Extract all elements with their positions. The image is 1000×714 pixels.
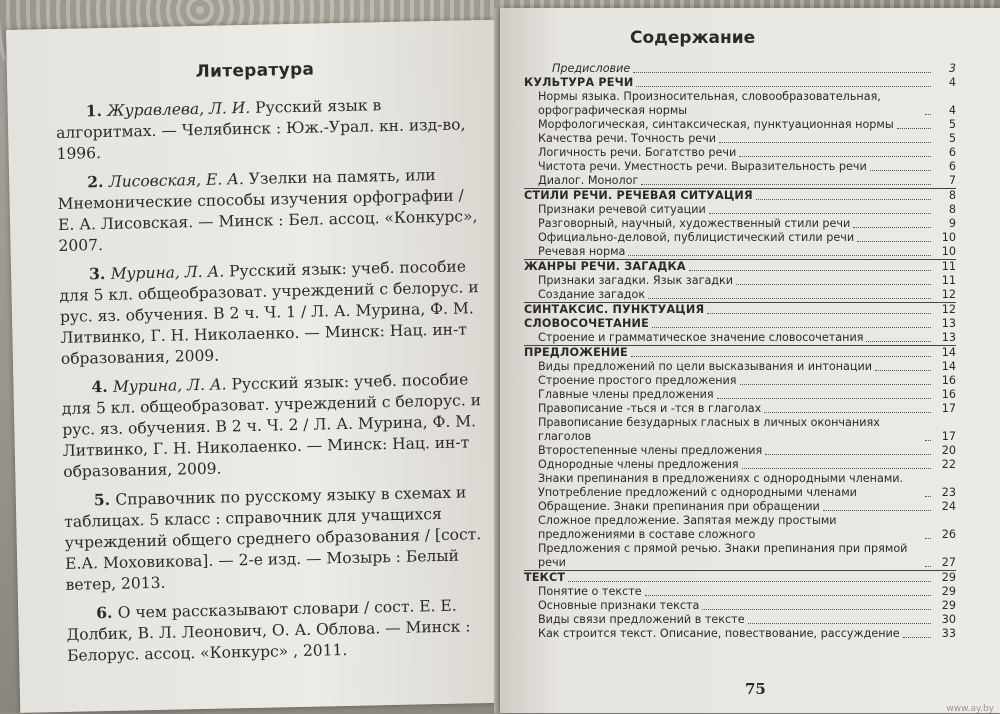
toc-entry — [524, 331, 956, 345]
literature-title: Литература — [195, 59, 315, 83]
toc-leader-dots — [853, 227, 931, 228]
reference-item — [66, 594, 487, 667]
toc-entry-title: СТИЛИ РЕЧИ. РЕЧЕВАЯ СИТУАЦИЯ — [524, 189, 753, 202]
toc-page-number: 20 — [941, 444, 956, 457]
toc-section — [524, 302, 956, 317]
reference-number: 2. — [86, 171, 109, 192]
toc-entry-title: Виды предложений по цели высказывания и интонации — [538, 360, 873, 373]
toc-entry-title: СИНТАКСИС. ПУНКТУАЦИЯ — [524, 303, 705, 316]
toc-entry — [524, 627, 956, 641]
toc-leader-dots — [717, 398, 931, 399]
toc-leader-dots — [645, 595, 931, 596]
toc-page-number: 9 — [948, 217, 956, 230]
toc-entry — [524, 274, 956, 288]
toc-page-number: 3 — [948, 62, 956, 75]
toc-leader-dots — [870, 170, 931, 171]
reference-author: Лисовская, Е. А. — [108, 170, 245, 191]
toc-entry-title: Чистота речи. Уместность речи. Выразительность речи — [538, 160, 867, 173]
toc-leader-dots — [740, 384, 931, 385]
toc-entry-title: Правописание -ться и -тся в глаголах — [538, 402, 762, 415]
toc-leader-dots — [633, 72, 931, 73]
toc-entry-title: Признаки загадки. Язык загадки — [538, 274, 734, 287]
toc-page-number: 4 — [948, 104, 956, 117]
left-page — [6, 20, 516, 713]
toc-leader-dots — [925, 538, 931, 539]
toc-entry-title: Предложения с прямой речью. Знаки препинания при прямой речи — [538, 542, 908, 569]
reference-item — [57, 163, 479, 257]
table-of-contents — [524, 62, 956, 641]
toc-leader-dots — [707, 313, 931, 314]
toc-page-number: 27 — [941, 556, 956, 569]
toc-entry-title: Основные признаки текста — [538, 599, 700, 612]
toc-leader-dots — [857, 241, 931, 242]
reference-item — [61, 368, 483, 483]
toc-entry-title: Морфологическая, синтаксическая, пунктуационная нормы — [538, 118, 894, 131]
toc-page-number: 10 — [941, 245, 956, 258]
toc-entry-title: Диалог. Монолог — [538, 174, 639, 187]
toc-entry — [524, 500, 956, 514]
toc-page-number: 33 — [941, 627, 956, 640]
toc-page-number: 29 — [941, 599, 956, 612]
right-page — [500, 8, 1000, 713]
toc-entry-title: ЖАНРЫ РЕЧИ. ЗАГАДКА — [524, 260, 686, 273]
toc-leader-dots — [628, 255, 931, 256]
toc-page-number: 14 — [941, 360, 956, 373]
toc-leader-dots — [925, 566, 931, 567]
toc-entry-title: Строение и грамматическое значение словосочетания — [538, 331, 864, 344]
toc-entry-title: Знаки препинания в предложениях с однородными членами. Употребление предложений с однородными членами — [538, 472, 904, 499]
toc-leader-dots — [765, 454, 931, 455]
toc-page-number: 17 — [941, 430, 956, 443]
reference-author: Мурина, Л. А. — [112, 375, 227, 396]
reference-item — [64, 481, 486, 596]
toc-page-number: 26 — [941, 528, 956, 541]
toc-entry — [524, 458, 956, 472]
toc-entry-title: Логичность речи. Богатство речи — [538, 146, 737, 159]
toc-entry-title: Сложное предложение. Запятая между простыми предложениями в составе сложного — [538, 514, 837, 541]
reference-text: Узелки на память, или Мнемонические способы изучения орфографии / Е. А. Лисовская. — Минск : Бел. ассоц. «Конкурс», 2007. — [57, 166, 478, 255]
toc-entry — [524, 416, 956, 444]
toc-page-number: 5 — [948, 118, 956, 131]
toc-entry-title: ПРЕДЛОЖЕНИЕ — [524, 346, 628, 359]
toc-page-number: 22 — [941, 458, 956, 471]
toc-page-number: 14 — [941, 346, 956, 359]
toc-entry-title: Однородные члены предложения — [538, 458, 739, 471]
toc-section — [524, 188, 956, 203]
toc-page-number: 12 — [941, 303, 956, 316]
toc-entry-title: Виды связи предложений в тексте — [538, 613, 745, 626]
toc-leader-dots — [897, 128, 931, 129]
reference-text: Русский язык: учеб. пособие для 5 кл. общеобразоват. учреждений с белорус. и рус. яз. обучения. В 2 ч. Ч. 1 / Л. А. Мурина, Ф. М. Литвинко, Г. Н. Николаенко. — Минск: Нац. ин-т образования, 2009. — [59, 257, 479, 368]
toc-page-number: 23 — [941, 486, 956, 499]
toc-entry — [524, 174, 956, 188]
toc-leader-dots — [756, 199, 931, 200]
toc-section — [524, 317, 956, 331]
toc-leader-dots — [568, 581, 931, 582]
toc-entry — [524, 245, 956, 259]
toc-leader-dots — [925, 496, 931, 497]
reference-item — [59, 255, 481, 370]
toc-entry — [524, 160, 956, 174]
toc-entry — [524, 388, 956, 402]
reference-number: 1. — [85, 100, 108, 121]
toc-leader-dots — [748, 623, 931, 624]
toc-page-number: 10 — [941, 231, 956, 244]
toc-page-number: 29 — [941, 585, 956, 598]
toc-entry-title: КУЛЬТУРА РЕЧИ — [524, 76, 634, 89]
reference-number: 6. — [96, 602, 118, 623]
toc-leader-dots — [866, 341, 931, 342]
toc-entry — [524, 374, 956, 388]
toc-leader-dots — [925, 440, 931, 441]
toc-entry-title: СЛОВОСОЧЕТАНИЕ — [524, 317, 649, 330]
toc-entry-title: Главные члены предложения — [538, 388, 714, 401]
toc-page-number: 4 — [948, 76, 956, 89]
toc-leader-dots — [641, 184, 931, 185]
toc-section — [524, 76, 956, 90]
toc-entry — [524, 288, 956, 302]
toc-leader-dots — [742, 468, 931, 469]
reference-text: О чем рассказывают словари / сост. Е. Е. Долбик, В. Л. Леонович, О. А. Облова. — Минск : Белорус. ассоц. «Конкурс» , 2011. — [66, 596, 471, 665]
toc-entry-title: Как строится текст. Описание, повествование, рассуждение — [538, 627, 900, 640]
toc-entry — [524, 203, 956, 217]
toc-entry — [524, 599, 956, 613]
toc-leader-dots — [702, 609, 931, 610]
toc-entry-title: Качества речи. Точность речи — [538, 132, 717, 145]
toc-leader-dots — [823, 510, 931, 511]
toc-entry — [524, 402, 956, 416]
toc-leader-dots — [719, 142, 931, 143]
contents-title: Содержание — [630, 28, 756, 48]
toc-page-number: 30 — [941, 613, 956, 626]
reference-number: 3. — [88, 263, 111, 284]
toc-leader-dots — [648, 298, 931, 299]
toc-page-number: 16 — [941, 388, 956, 401]
references-list — [55, 92, 487, 674]
toc-entry — [524, 132, 956, 146]
toc-page-number: 8 — [948, 203, 956, 216]
reference-text: Русский язык: учеб. пособие для 5 кл. общеобразоват. учреждений с белорус. и рус. яз. обучения. В 2 ч. Ч. 2 / Л. А. Мурина, Ф. М. Литвинко, Г. Н. Николаенко. — Минск: Нац. ин-т образования, 2009. — [61, 370, 482, 481]
toc-page-number: 24 — [941, 500, 956, 513]
toc-page-number: 11 — [941, 274, 956, 287]
toc-entry-title: Официально-деловой, публицистический стили речи — [538, 231, 855, 244]
toc-leader-dots — [875, 370, 931, 371]
toc-section — [524, 345, 956, 360]
toc-leader-dots — [736, 284, 931, 285]
toc-entry-title: Правописание безударных гласных в личных окончаниях глаголов — [538, 416, 880, 443]
toc-entry-title: Признаки речевой ситуации — [538, 203, 706, 216]
reference-text: Справочник по русскому языку в схемах и таблицах. 5 класс : справочник для учащихся учреждений общего среднего образования / [сост. Е.А. Моховикова]. — 2-е изд. — Мозырь : Белый ветер, 2013. — [64, 483, 482, 594]
reference-number: 4. — [91, 376, 114, 397]
toc-page-number: 29 — [941, 571, 956, 584]
toc-entry-title: Создание загадок — [538, 288, 646, 301]
toc-leader-dots — [652, 327, 931, 328]
toc-page-number: 11 — [941, 260, 956, 273]
toc-entry — [524, 217, 956, 231]
toc-entry — [524, 90, 956, 118]
toc-page-number: 16 — [941, 374, 956, 387]
watermark: www.ay.by — [946, 704, 994, 714]
reference-text: Русский язык в алгоритмах. — Челябинск : Юж.-Урал. кн. изд-во, 1996. — [55, 96, 466, 163]
toc-entry-title: Второстепенные члены предложения — [538, 444, 763, 457]
toc-entry — [524, 62, 956, 76]
reference-number: 5. — [93, 489, 116, 510]
toc-entry-title: Обращение. Знаки препинания при обращении — [538, 500, 820, 513]
toc-entry — [524, 542, 956, 570]
toc-entry — [524, 613, 956, 627]
toc-entry — [524, 231, 956, 245]
toc-page-number: 13 — [941, 317, 956, 330]
toc-page-number: 12 — [941, 288, 956, 301]
toc-entry — [524, 472, 956, 500]
toc-leader-dots — [636, 86, 931, 87]
toc-leader-dots — [709, 213, 931, 214]
toc-page-number: 17 — [941, 402, 956, 415]
toc-entry — [524, 118, 956, 132]
toc-page-number: 5 — [948, 132, 956, 145]
toc-entry — [524, 585, 956, 599]
toc-entry — [524, 514, 956, 542]
toc-leader-dots — [903, 637, 931, 638]
toc-entry — [524, 444, 956, 458]
toc-page-number: 13 — [941, 331, 956, 344]
toc-page-number: 8 — [948, 189, 956, 202]
toc-page-number: 6 — [948, 160, 956, 173]
reference-author: Журавлева, Л. И. — [107, 98, 251, 120]
reference-author: Мурина, Л. А. — [110, 262, 225, 283]
toc-entry-title: Нормы языка. Произносительная, словообразовательная, орфографическая нормы — [538, 90, 881, 117]
toc-section — [524, 570, 956, 585]
toc-leader-dots — [631, 356, 931, 357]
page-number: 75 — [745, 680, 766, 698]
toc-entry-title: ТЕКСТ — [524, 571, 566, 584]
toc-leader-dots — [739, 156, 931, 157]
toc-entry-title: Разговорный, научный, художественный стили речи — [538, 217, 851, 230]
toc-leader-dots — [925, 114, 931, 115]
toc-leader-dots — [764, 412, 931, 413]
toc-entry-title: Предисловие — [552, 62, 631, 75]
toc-entry — [524, 146, 956, 160]
toc-entry-title: Строение простого предложения — [538, 374, 737, 387]
toc-page-number: 6 — [948, 146, 956, 159]
toc-leader-dots — [689, 270, 931, 271]
toc-entry-title: Понятие о тексте — [538, 585, 642, 598]
toc-entry — [524, 360, 956, 374]
toc-page-number: 7 — [948, 174, 956, 187]
toc-entry-title: Речевая норма — [538, 245, 626, 258]
reference-item — [55, 92, 476, 165]
toc-section — [524, 259, 956, 274]
